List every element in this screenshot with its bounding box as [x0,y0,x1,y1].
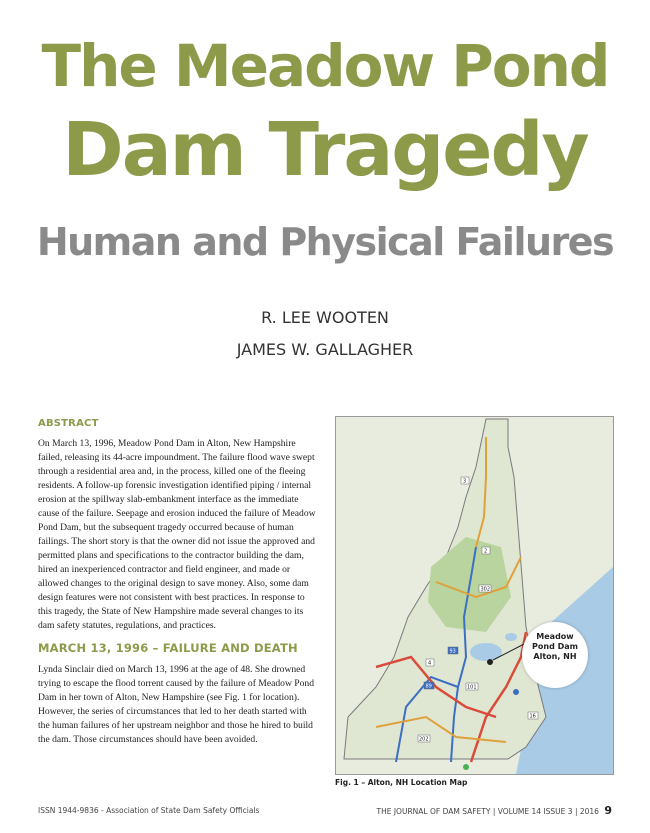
callout-line-2: Pond Dam [532,642,578,651]
shield-202-label: 202 [419,736,429,743]
callout-label [524,632,586,662]
shield-89-label: 89 [425,683,432,690]
abstract-text: On March 13, 1996, Meadow Pond Dam in Alton, New Hampshire failed, releasing its 44-acre impoundment. The failure flood wave swept through a residential area and, in the process, killed one of the fleeing residents. A follow-up forensic investigation identified piping / internal erosion at the spillway slab-embankment interface as the immediate cause of the failure. Seepage and erosion induced the failure of Meadow Pond Dam, but the subsequent tragedy occurred because of human failings. The short story is that the owner did not issue the approved and permitted plans and specifications to the contractor building the dam, hired an inexperienced contractor and field engineer, and made or allowed changes to the original design to save money. Also, some dam design features were not consistent with best practices. In response to this tragedy, the State of New Hampshire made several changes to its dam safety statutes, regulations, and practices. [38,438,316,631]
shield-93-label: 93 [449,648,456,655]
shield-302-label: 302 [480,586,491,593]
callout-line-1: Meadow [536,632,574,641]
author-1: R. LEE WOOTEN [261,308,389,327]
shield-101-label: 101 [467,684,477,691]
article-title-line-1: The Meadow Pond [41,32,609,100]
city-marker-1 [513,689,519,695]
figure-caption: Fig. 1 – Alton, NH Location Map [335,778,468,787]
location-map [335,416,614,775]
text-column [38,418,318,747]
section-text: Lynda Sinclair died on March 13, 1996 at the age of 48. She drowned trying to escape the flood torrent caused by the failure of Meadow Pond Dam in her town of Alton, New Hampshire (see Fig. 1 for location). However, the series of circumstances that led to her death started with the human failures of her upstream neighbor and those he hired to build the dam. Those circumstances should have been avoided. [38,664,315,745]
lake-small [505,633,517,641]
page-number: 9 [604,804,612,817]
footer-journal [377,804,613,817]
shield-4-label: 4 [428,660,432,667]
author-2: JAMES W. GALLAGHER [236,340,414,359]
callout-line-3: Alton, NH [533,652,577,661]
footer-issn: ISSN 1944-9836 - Association of State Dam Safety Officials [38,806,260,815]
location-map-graphic [336,417,613,774]
dam-location-marker [487,659,493,665]
article-title-line-2: Dam Tragedy [62,107,588,193]
shield-2-label: 2 [484,548,488,555]
shield-16-label: 16 [529,713,536,720]
section-heading: MARCH 13, 1996 – FAILURE AND DEATH [38,641,298,655]
footer-journal-info: THE JOURNAL OF DAM SAFETY | VOLUME 14 ISSUE 3 | 2016 [376,807,599,816]
shield-3-label: 3 [463,478,467,485]
abstract-heading: ABSTRACT [38,418,99,429]
article-subtitle: Human and Physical Failures [36,220,614,264]
city-marker-2 [463,764,469,770]
